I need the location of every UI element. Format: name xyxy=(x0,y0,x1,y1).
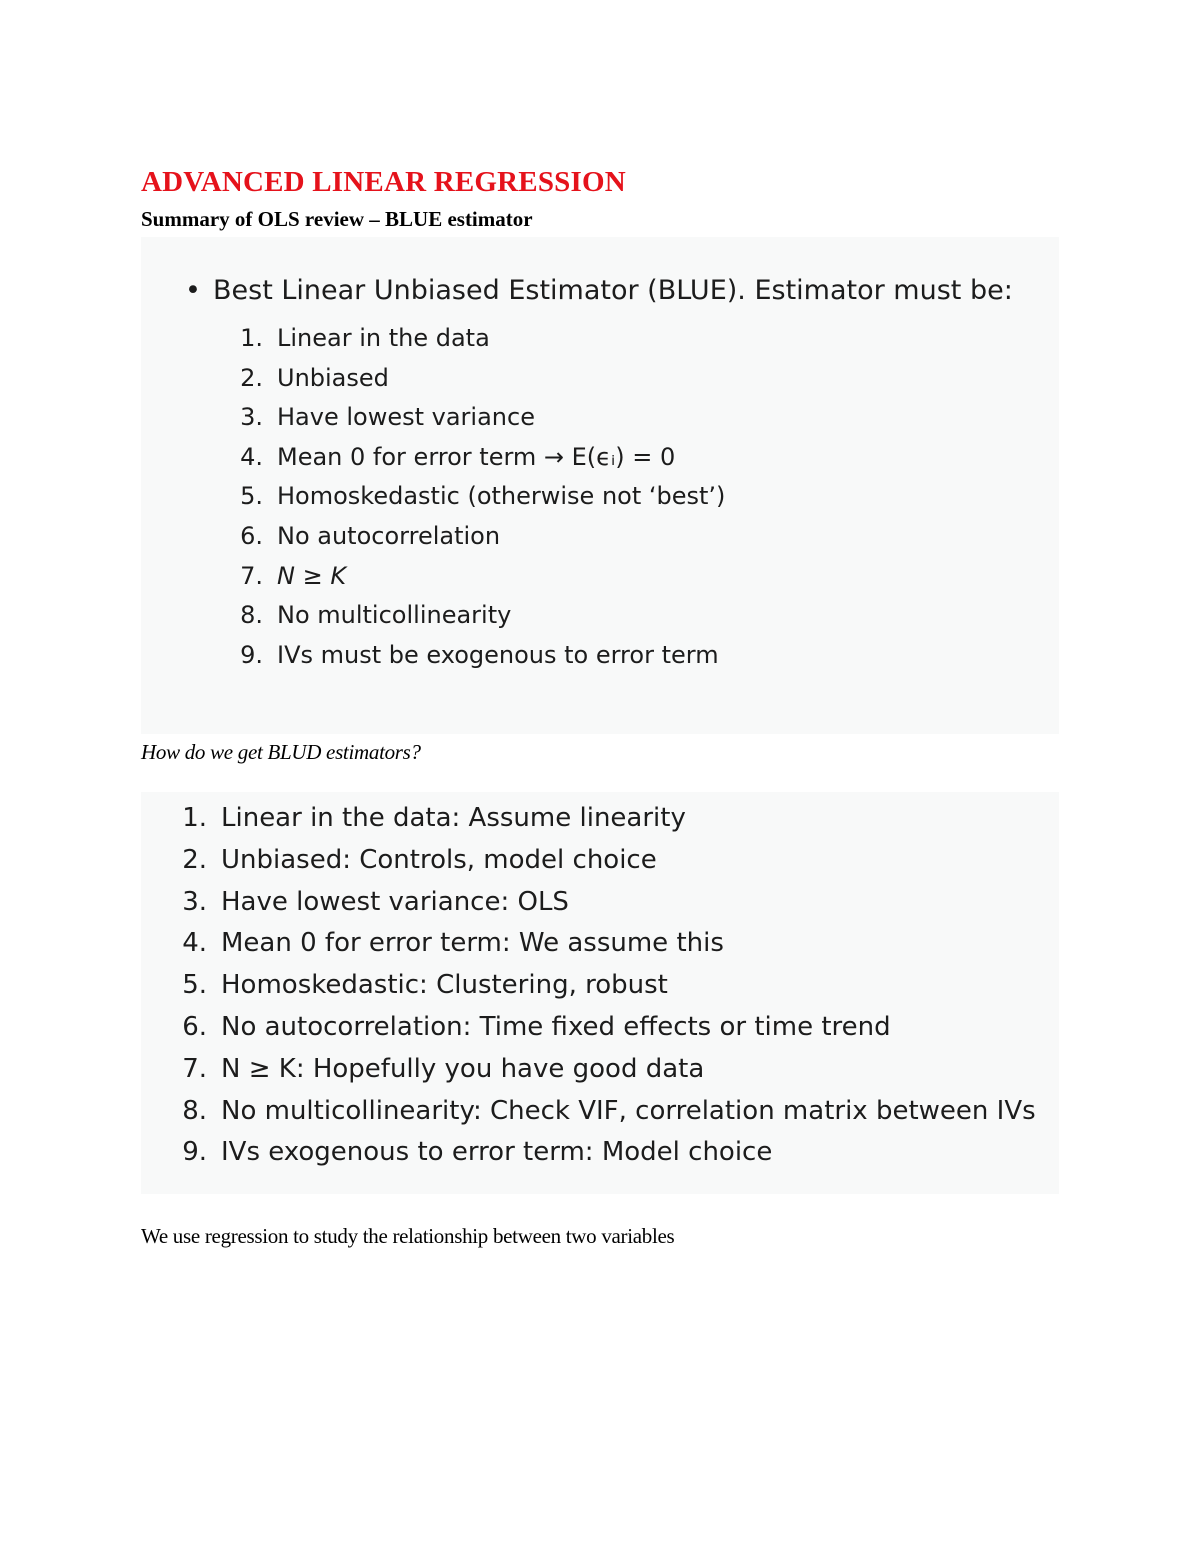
blue-bullet xyxy=(185,275,1013,306)
item-text: Mean 0 for error term → E(ϵᵢ) = 0 xyxy=(277,442,676,471)
item-number: 9. xyxy=(240,640,263,669)
list-item xyxy=(181,1132,1036,1174)
list-item xyxy=(181,923,1036,965)
item-text: N ≥ K: Hopefully you have good data xyxy=(221,1053,705,1084)
item-number: 6. xyxy=(182,1011,207,1042)
list-item xyxy=(181,965,1036,1007)
list-item xyxy=(237,636,725,676)
bullet-text: Best Linear Unbiased Estimator (BLUE). Estimator must be: xyxy=(213,275,1013,306)
item-text: IVs exogenous to error term: Model choice xyxy=(221,1137,773,1168)
list-item xyxy=(181,882,1036,924)
item-text: No autocorrelation: Time fixed effects or time trend xyxy=(221,1011,891,1042)
list-item xyxy=(181,1091,1036,1133)
document-subtitle: Summary of OLS review – BLUE estimator xyxy=(141,207,533,231)
list-item xyxy=(181,1007,1036,1049)
list-item xyxy=(237,359,725,399)
list-item xyxy=(181,840,1036,882)
item-text: No autocorrelation xyxy=(277,521,501,550)
list-item xyxy=(237,477,725,517)
how-slide-panel xyxy=(141,792,1059,1194)
item-number: 7. xyxy=(240,561,263,590)
list-item xyxy=(181,798,1036,840)
item-number: 3. xyxy=(182,886,207,917)
item-number: 1. xyxy=(182,803,207,833)
list-item xyxy=(237,438,725,478)
item-text: No multicollinearity: Check VIF, correlation matrix between IVs xyxy=(221,1095,1036,1126)
item-number: 1. xyxy=(240,324,263,352)
item-number: 8. xyxy=(182,1095,207,1126)
item-text: Unbiased xyxy=(277,363,389,392)
blue-requirements-list xyxy=(237,319,725,675)
list-item xyxy=(237,319,725,359)
item-number: 3. xyxy=(240,403,263,432)
item-number: 5. xyxy=(240,482,263,511)
list-item xyxy=(237,596,725,636)
item-text: No multicollinearity xyxy=(277,601,512,630)
item-number: 4. xyxy=(182,928,207,959)
item-number: 6. xyxy=(240,521,263,550)
list-item xyxy=(237,398,725,438)
item-text: N ≥ K xyxy=(277,561,347,590)
item-text: Have lowest variance xyxy=(277,403,535,432)
item-number: 5. xyxy=(182,970,207,1001)
closing-text: We use regression to study the relationship between two variables xyxy=(141,1224,675,1248)
bullet-dot-icon: • xyxy=(185,275,201,306)
item-number: 9. xyxy=(182,1137,207,1168)
item-number: 8. xyxy=(240,601,263,630)
item-text: Homoskedastic (otherwise not ‘best’) xyxy=(277,482,726,511)
item-text: Linear in the data xyxy=(277,324,490,352)
item-text: IVs must be exogenous to error term xyxy=(277,640,719,669)
document-title: ADVANCED LINEAR REGRESSION xyxy=(141,166,626,198)
item-number: 2. xyxy=(240,363,263,392)
item-number: 7. xyxy=(182,1053,207,1084)
list-item xyxy=(181,1049,1036,1091)
item-number: 2. xyxy=(182,844,207,875)
list-item xyxy=(237,557,725,597)
item-text: Homoskedastic: Clustering, robust xyxy=(221,970,668,1001)
item-text: Have lowest variance: OLS xyxy=(221,886,569,917)
item-text: Mean 0 for error term: We assume this xyxy=(221,928,724,959)
item-text: Unbiased: Controls, model choice xyxy=(221,844,657,875)
item-number: 4. xyxy=(240,442,263,471)
item-text: Linear in the data: Assume linearity xyxy=(221,803,686,833)
how-to-list xyxy=(181,798,1036,1174)
question-text: How do we get BLUD estimators? xyxy=(141,740,421,764)
list-item xyxy=(237,517,725,557)
blue-slide-panel xyxy=(141,237,1059,734)
